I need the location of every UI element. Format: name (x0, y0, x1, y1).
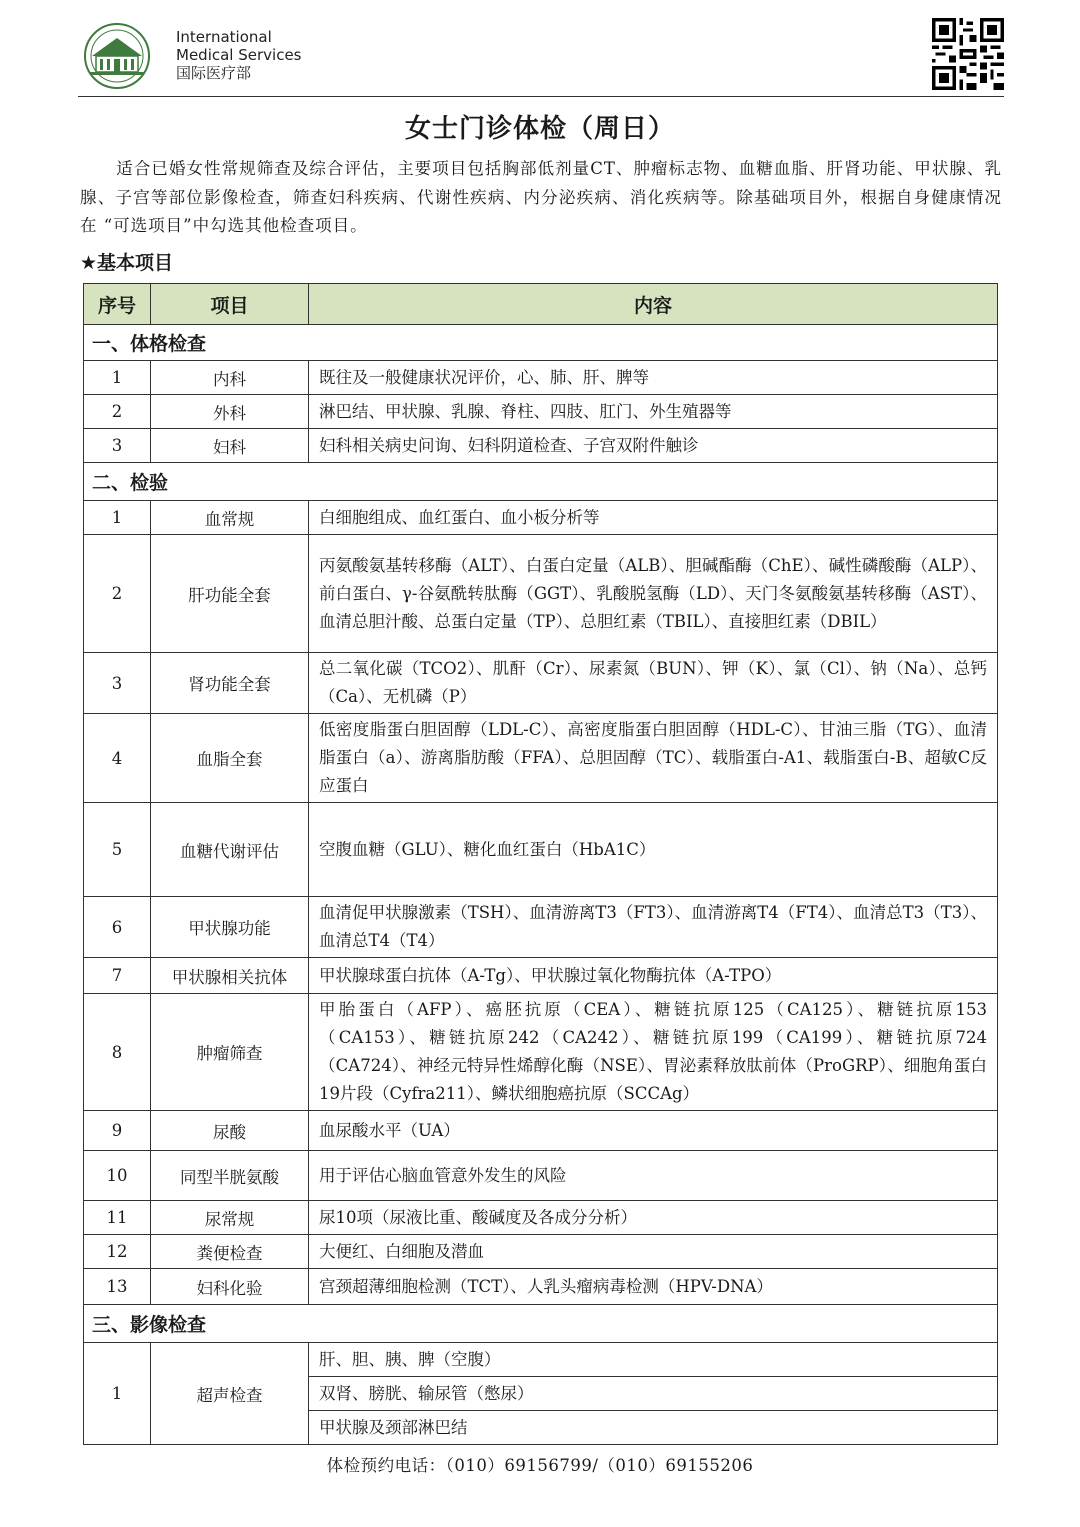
row-item: 尿酸 (151, 1111, 309, 1151)
row-number: 12 (84, 1235, 151, 1269)
table-row (84, 535, 998, 653)
org-line-2: Medical Services (176, 46, 302, 64)
row-content: 血尿酸水平（UA） (309, 1111, 998, 1151)
row-number: 2 (84, 395, 151, 429)
row-number: 13 (84, 1269, 151, 1305)
row-item: 妇科 (151, 429, 309, 463)
table-row (84, 653, 998, 714)
table-row (84, 1151, 998, 1201)
row-item: 外科 (151, 395, 309, 429)
org-line-1: International (176, 28, 272, 46)
header-divider (78, 96, 1004, 97)
row-content: 既往及一般健康状况评价，心、肺、肝、脾等 (309, 361, 998, 395)
row-content: 双肾、膀胱、输尿管（憋尿） (309, 1377, 998, 1411)
table-row (84, 1201, 998, 1235)
row-content: 血清促甲状腺激素（TSH）、血清游离T3（FT3）、血清游离T4（FT4）、血清总T3（T3）、血清总T4（T4） (309, 897, 998, 958)
row-number: 7 (84, 958, 151, 994)
table-row (84, 429, 998, 463)
category-label: 二、检验 (84, 463, 998, 501)
table-row (84, 1235, 998, 1269)
row-content: 白细胞组成、血红蛋白、血小板分析等 (309, 501, 998, 535)
row-item: 内科 (151, 361, 309, 395)
header-item: 项目 (151, 284, 309, 325)
category-label: 三、影像检查 (84, 1305, 998, 1343)
booking-phone-footer: 体检预约电话：（010）69156799/（010）69155206 (326, 1456, 754, 1475)
header-number: 序号 (84, 284, 151, 325)
page-header (78, 18, 1004, 96)
org-line-3: 国际医疗部 (176, 64, 252, 82)
table-row (84, 395, 998, 429)
row-item: 肝功能全套 (151, 535, 309, 653)
table-header-row (84, 284, 998, 325)
row-item: 肾功能全套 (151, 653, 309, 714)
row-item: 甲状腺功能 (151, 897, 309, 958)
header-content: 内容 (309, 284, 998, 325)
row-content: 甲胎蛋白（AFP）、癌胚抗原（CEA）、糖链抗原125（CA125）、糖链抗原153（CA153）、糖链抗原242（CA242）、糖链抗原199（CA199）、糖链抗原724（CA724）、神经元特异性烯醇化酶（NSE）、胃泌素释放肽前体（ProGRP）、细胞角蛋白19片段（Cyfra211）、鳞状细胞癌抗原（SCCAg） (309, 994, 998, 1111)
row-number: 1 (84, 1343, 151, 1445)
table-row (84, 501, 998, 535)
row-number: 9 (84, 1111, 151, 1151)
row-content: 用于评估心脑血管意外发生的风险 (309, 1151, 998, 1201)
qr-code-icon (932, 18, 1004, 90)
row-content: 尿10项（尿液比重、酸碱度及各成分分析） (309, 1201, 998, 1235)
table-row (84, 714, 998, 803)
table-row (84, 361, 998, 395)
hospital-building-logo-icon (78, 22, 156, 90)
row-number: 1 (84, 361, 151, 395)
row-item: 超声检查 (151, 1343, 309, 1445)
category-row-lab-tests (84, 463, 998, 501)
row-content: 妇科相关病史问询、妇科阴道检查、子宫双附件触诊 (309, 429, 998, 463)
row-content: 低密度脂蛋白胆固醇（LDL-C）、高密度脂蛋白胆固醇（HDL-C）、甘油三脂（TG）、血清脂蛋白（a）、游离脂肪酸（FFA）、总胆固醇（TC）、载脂蛋白-A1、载脂蛋白-B、超敏C反应蛋白 (309, 714, 998, 803)
table-row (84, 803, 998, 897)
row-content: 宫颈超薄细胞检测（TCT）、人乳头瘤病毒检测（HPV-DNA） (309, 1269, 998, 1305)
table-row (84, 1269, 998, 1305)
intro-paragraph: 适合已婚女性常规筛查及综合评估，主要项目包括胸部低剂量CT、肿瘤标志物、血糖血脂、肝肾功能、甲状腺、乳腺、子宫等部位影像检查，筛查妇科疾病、代谢性疾病、内分泌疾病、消化疾病等。除基础项目外，根据自身健康情况在 “可选项目”中勾选其他检查项目。 (80, 159, 1002, 235)
row-number: 11 (84, 1201, 151, 1235)
row-content: 总二氧化碳（TCO2）、肌酐（Cr）、尿素氮（BUN）、钾（K）、氯（Cl）、钠（Na）、总钙（Ca）、无机磷（P） (309, 653, 998, 714)
row-item: 尿常规 (151, 1201, 309, 1235)
row-item: 同型半胱氨酸 (151, 1151, 309, 1201)
category-row-imaging (84, 1305, 998, 1343)
exam-items-table (83, 283, 998, 1445)
row-number: 10 (84, 1151, 151, 1201)
category-row-physical (84, 325, 998, 361)
row-content: 淋巴结、甲状腺、乳腺、脊柱、四肢、肛门、外生殖器等 (309, 395, 998, 429)
row-content: 空腹血糖（GLU）、糖化血红蛋白（HbA1C） (309, 803, 998, 897)
row-number: 3 (84, 429, 151, 463)
row-number: 5 (84, 803, 151, 897)
row-number: 3 (84, 653, 151, 714)
table-row (84, 897, 998, 958)
row-item: 妇科化验 (151, 1269, 309, 1305)
row-number: 6 (84, 897, 151, 958)
basic-items-heading: ★基本项目 (80, 252, 174, 274)
row-item: 粪便检查 (151, 1235, 309, 1269)
row-item: 血糖代谢评估 (151, 803, 309, 897)
category-label: 一、体格检查 (84, 325, 998, 361)
row-item: 肿瘤筛查 (151, 994, 309, 1111)
row-content: 大便红、白细胞及潜血 (309, 1235, 998, 1269)
row-number: 2 (84, 535, 151, 653)
table-row (84, 958, 998, 994)
organization-name (176, 28, 302, 82)
table-row (84, 1111, 998, 1151)
row-content: 甲状腺及颈部淋巴结 (309, 1411, 998, 1445)
row-number: 8 (84, 994, 151, 1111)
row-content: 丙氨酸氨基转移酶（ALT）、白蛋白定量（ALB）、胆碱酯酶（ChE）、碱性磷酸酶（ALP）、前白蛋白、γ-谷氨酰转肽酶（GGT）、乳酸脱氢酶（LD）、天门冬氨酸氨基转移酶（AST）、血清总胆汁酸、总蛋白定量（TP）、总胆红素（TBIL）、直接胆红素（DBIL） (309, 535, 998, 653)
table-row (84, 1343, 998, 1377)
page-title: 女士门诊体检（周日） (404, 114, 675, 144)
row-item: 甲状腺相关抗体 (151, 958, 309, 994)
row-item: 血常规 (151, 501, 309, 535)
row-content: 肝、胆、胰、脾（空腹） (309, 1343, 998, 1377)
table-row (84, 994, 998, 1111)
row-number: 1 (84, 501, 151, 535)
row-content: 甲状腺球蛋白抗体（A-Tg）、甲状腺过氧化物酶抗体（A-TPO） (309, 958, 998, 994)
row-number: 4 (84, 714, 151, 803)
row-item: 血脂全套 (151, 714, 309, 803)
